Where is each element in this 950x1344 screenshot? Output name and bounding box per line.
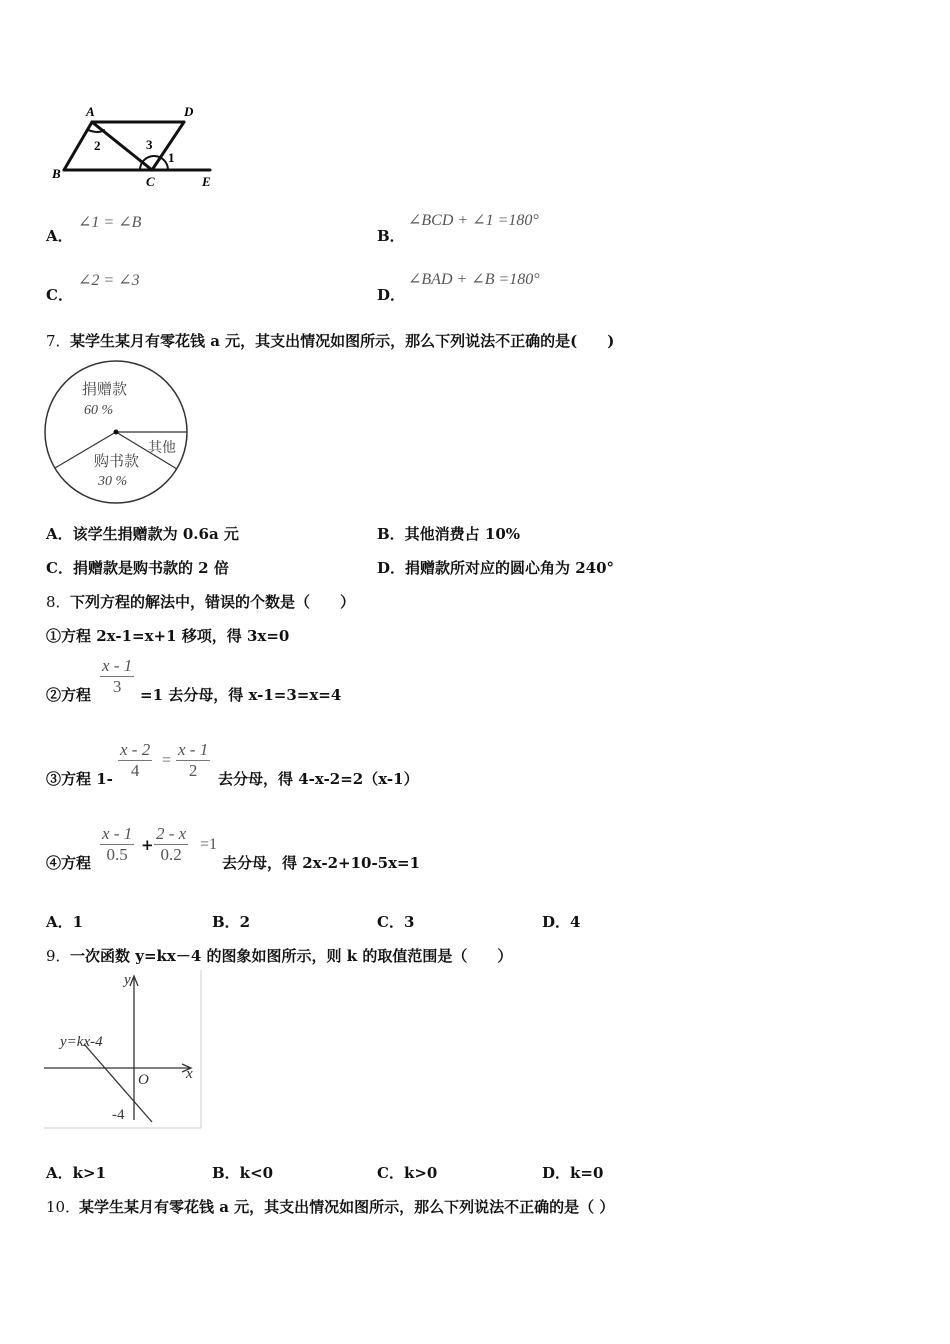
q8-item-2-prefix: ②方程 — [46, 686, 92, 704]
q9-number: 9． — [46, 947, 71, 965]
angle-label-3: 3 — [146, 137, 153, 152]
q9-option-d[interactable]: D．k=0 — [542, 1164, 604, 1182]
fraction-numerator: x - 1 — [178, 740, 209, 759]
graph-label-y: y — [124, 972, 131, 988]
q7-option-d[interactable]: D．捐赠款所对应的圆心角为 240° — [377, 559, 615, 577]
fraction-denominator: 4 — [130, 761, 140, 780]
q8-item-2-fraction — [100, 656, 134, 697]
angle-label-1: 1 — [168, 150, 175, 165]
fraction-numerator: 2 - x — [156, 824, 187, 843]
q6-option-a-label[interactable]: A． — [46, 227, 73, 245]
fraction-denominator: 0.5 — [106, 845, 128, 864]
label-a: A — [86, 104, 95, 119]
q8-item-4-prefix: ④方程 — [46, 854, 92, 872]
q7-option-b[interactable]: B．其他消费占 10% — [377, 525, 521, 543]
angle-2-arc — [88, 130, 104, 132]
pie-label-other: 其他 — [148, 441, 176, 456]
q10-stem: 某学生某月有零花钱 a 元，其支出情况如图所示，那么下列说法不正确的是（ ） — [79, 1198, 615, 1216]
q8-option-c[interactable]: C．3 — [377, 913, 415, 931]
q8-item-4-suffix: 去分母，得 2x-2+10-5x=1 — [222, 854, 421, 872]
graph-label-x: x — [186, 1066, 193, 1082]
parallelogram-figure — [44, 100, 224, 192]
pie-label-books: 购书款 — [94, 454, 140, 470]
q8-item-4-plus: + — [141, 836, 154, 854]
q8-item-3-fraction-1 — [118, 740, 152, 781]
pie-label-books-pct: 30 % — [98, 474, 128, 489]
q8-item-2-suffix: =1 去分母，得 x-1=3=x=4 — [140, 686, 342, 704]
pie-center — [114, 430, 119, 435]
linear-function-graph — [44, 970, 202, 1130]
q6-option-d-label[interactable]: D． — [377, 286, 406, 304]
q8-item-3-prefix: ③方程 1- — [46, 770, 113, 788]
q8-item-3-suffix: 去分母，得 4-x-2=2（x-1） — [218, 770, 419, 788]
fraction-denominator: 3 — [112, 677, 122, 696]
q7-option-a[interactable]: A．该学生捐赠款为 0.6a 元 — [46, 525, 239, 543]
label-c: C — [146, 174, 155, 189]
graph-label-origin: O — [138, 1072, 149, 1088]
q8-stem: 下列方程的解法中，错误的个数是（ ） — [70, 593, 356, 611]
pie-chart — [42, 358, 192, 506]
q8-option-b[interactable]: B．2 — [212, 913, 251, 931]
label-e: E — [202, 174, 211, 189]
pie-label-donation: 捐赠款 — [82, 382, 128, 398]
q6-option-d-expr: ∠BAD + ∠B =180° — [408, 271, 540, 288]
q6-option-b-expr: ∠BCD + ∠1 =180° — [408, 212, 539, 229]
q10-number: 10． — [46, 1198, 81, 1216]
q9-option-b[interactable]: B．k<0 — [212, 1164, 274, 1182]
pie-label-donation-pct: 60 % — [84, 403, 114, 418]
q8-item-4-equals: =1 — [200, 836, 218, 853]
fraction-numerator: x - 1 — [102, 824, 133, 843]
fraction-numerator: x - 2 — [120, 740, 151, 759]
label-d: D — [184, 104, 194, 119]
q6-option-a-expr: ∠1 = ∠B — [78, 214, 142, 231]
q9-option-c[interactable]: C．k>0 — [377, 1164, 438, 1182]
q8-option-a[interactable]: A．1 — [46, 913, 84, 931]
q8-item-3-equals: = — [162, 752, 172, 769]
q9-option-a[interactable]: A．k>1 — [46, 1164, 107, 1182]
fraction-numerator: x - 1 — [102, 656, 133, 675]
q8-option-d[interactable]: D．4 — [542, 913, 581, 931]
fraction-denominator: 0.2 — [160, 845, 182, 864]
q6-option-b-label[interactable]: B． — [377, 227, 405, 245]
fraction-denominator: 2 — [188, 761, 198, 780]
q6-option-c-expr: ∠2 = ∠3 — [78, 272, 140, 289]
q6-option-c-label[interactable]: C． — [46, 286, 73, 304]
graph-label-minus-4: -4 — [112, 1107, 125, 1123]
q7-stem: 某学生某月有零花钱 a 元，其支出情况如图所示，那么下列说法不正确的是( ) — [70, 332, 615, 350]
q9-stem: 一次函数 y=kx－4 的图象如图所示，则 k 的取值范围是（ ） — [70, 947, 513, 965]
q8-item-4-fraction-1 — [100, 824, 134, 865]
q8-item-3-fraction-2 — [176, 740, 210, 781]
q7-option-c[interactable]: C．捐赠款是购书款的 2 倍 — [46, 559, 229, 577]
angle-label-2: 2 — [94, 138, 101, 153]
q8-item-4-fraction-2 — [154, 824, 188, 865]
graph-label-line: y=kx-4 — [60, 1034, 103, 1050]
q8-number: 8． — [46, 593, 71, 611]
q7-number: 7． — [46, 332, 71, 350]
label-b: B — [52, 166, 61, 181]
q8-item-1: ①方程 2x-1=x+1 移项，得 3x=0 — [46, 627, 290, 645]
